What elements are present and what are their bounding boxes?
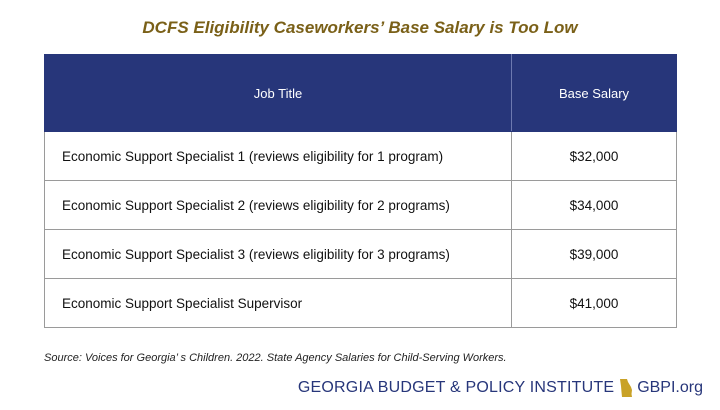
column-header-base-salary: Base Salary [512,55,677,132]
job-title-cell: Economic Support Specialist 2 (reviews eligibility for 2 programs) [45,181,512,230]
base-salary-cell: $41,000 [512,279,677,328]
org-name: GEORGIA BUDGET & POLICY INSTITUTE [297,379,615,396]
table-row [45,230,677,279]
table-row [45,181,677,230]
job-title-cell: Economic Support Specialist 3 (reviews eligibility for 3 programs) [45,230,512,279]
georgia-state-icon [619,378,633,398]
column-header-job-title: Job Title [45,55,512,132]
table-row [45,132,677,181]
job-title-cell: Economic Support Specialist Supervisor [45,279,512,328]
base-salary-cell: $34,000 [512,181,677,230]
salary-table [44,54,677,328]
base-salary-cell: $39,000 [512,230,677,279]
website-link[interactable]: GBPI.org [637,379,703,396]
job-title-cell: Economic Support Specialist 1 (reviews eligibility for 1 program) [45,132,512,181]
base-salary-cell: $32,000 [512,132,677,181]
table-header-row [45,55,677,132]
chart-title: DCFS Eligibility Caseworkers’ Base Salary is Too Low [142,18,578,37]
footer-brand [298,378,703,398]
source-note: Source: Voices for Georgia’ s Children. 2022. State Agency Salaries for Child-Serving Workers. [44,352,507,364]
table-row [45,279,677,328]
